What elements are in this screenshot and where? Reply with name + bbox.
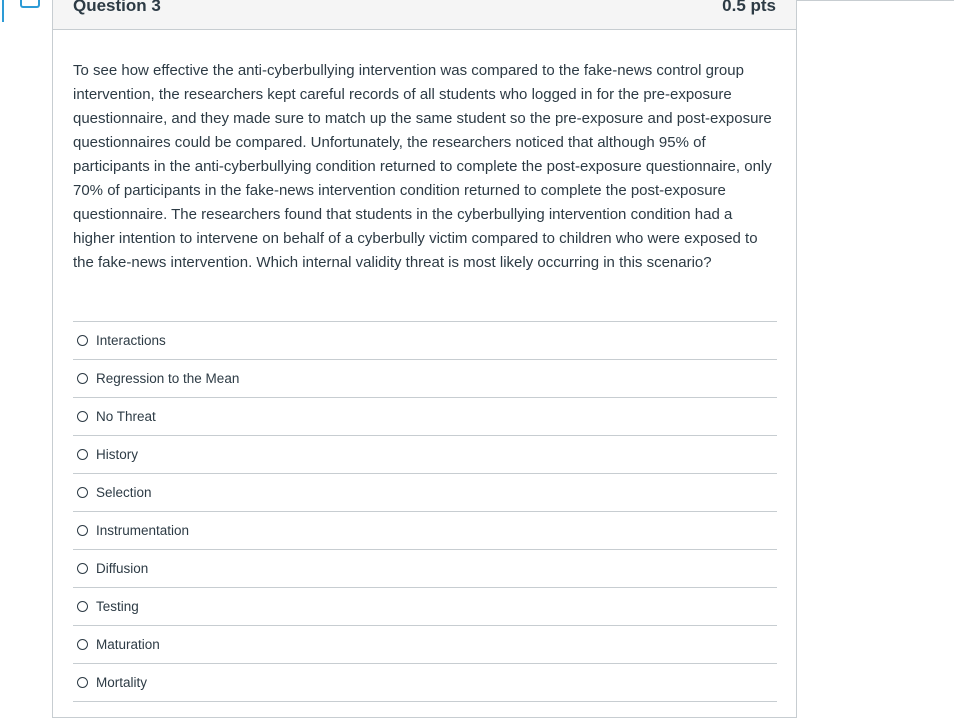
answer-option[interactable]	[73, 360, 777, 398]
answer-label: Maturation	[96, 637, 160, 652]
radio-button-icon[interactable]	[77, 335, 88, 346]
radio-button-icon[interactable]	[77, 373, 88, 384]
answer-label: History	[96, 447, 139, 462]
radio-button-icon[interactable]	[77, 639, 88, 650]
top-divider	[796, 0, 954, 1]
radio-button-icon[interactable]	[77, 411, 88, 422]
question-points: 0.5 pts	[722, 0, 776, 15]
radio-button-icon[interactable]	[77, 677, 88, 688]
radio-button-icon[interactable]	[77, 563, 88, 574]
answer-label: Testing	[96, 599, 139, 614]
answer-label: Instrumentation	[96, 523, 190, 538]
answer-option[interactable]	[73, 664, 777, 702]
answer-option[interactable]	[73, 588, 777, 626]
answer-option[interactable]	[73, 512, 777, 550]
answer-label: Regression to the Mean	[96, 371, 240, 386]
question-card	[52, 0, 797, 718]
answer-option[interactable]	[73, 550, 777, 588]
radio-button-icon[interactable]	[77, 449, 88, 460]
answer-option[interactable]	[73, 322, 777, 360]
answer-list	[73, 321, 777, 702]
answer-label: Interactions	[96, 333, 166, 348]
answer-label: Diffusion	[96, 561, 149, 576]
answer-label: Selection	[96, 485, 152, 500]
question-text: To see how effective the anti-cyberbullying intervention was compared to the fake-news control group intervention, the researchers kept careful records of all students who logged in for the pre-exposure questionnaire, and they made sure to match up the same student so the pre-exposure and post-exposure questionnaires could be compared. Unfortunately, the researchers noticed that although 95% of participants in the anti-cyberbullying condition returned to complete the post-exposure questionnaire, only 70% of participants in the fake-news intervention condition returned to complete the post-exposure questionnaire. The researchers found that students in the cyberbullying intervention condition had a higher intention to intervene on behalf of a cyberbully victim compared to children who were exposed to the fake-news intervention. Which internal validity threat is most likely occurring in this scenario?	[73, 62, 772, 271]
answer-label: Mortality	[96, 675, 148, 690]
radio-button-icon[interactable]	[77, 487, 88, 498]
answer-option[interactable]	[73, 398, 777, 436]
radio-button-icon[interactable]	[77, 525, 88, 536]
radio-button-icon[interactable]	[77, 601, 88, 612]
answer-option[interactable]	[73, 436, 777, 474]
question-title: Question 3	[73, 0, 161, 15]
answer-option[interactable]	[73, 626, 777, 664]
answer-label: No Threat	[96, 409, 156, 424]
left-scroll-marker	[0, 0, 4, 22]
flag-question-icon[interactable]	[20, 0, 40, 8]
answer-option[interactable]	[73, 474, 777, 512]
question-header	[53, 0, 796, 30]
